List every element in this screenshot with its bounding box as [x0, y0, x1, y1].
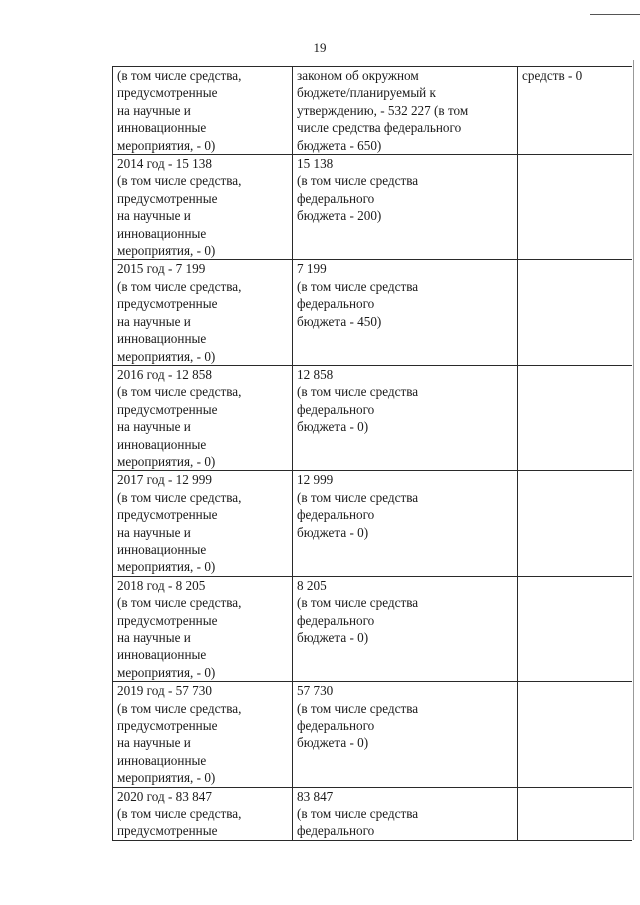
table-row [113, 471, 633, 576]
cell-budget-detail: законом об окружном бюджете/планируемый к утверждению, - 532 227 (в том числе средства федерального бюджета - 650) [293, 67, 518, 155]
cell-budget-detail: 8 205 (в том числе средства федерального бюджета - 0) [293, 576, 518, 681]
cell-other-funds [518, 260, 633, 365]
cell-year-total: 2017 год - 12 999 (в том числе средства, предусмотренные на научные и инновационные мероприятия, - 0) [113, 471, 293, 576]
cell-other-funds [518, 787, 633, 840]
cell-year-total: 2014 год - 15 138 (в том числе средства, предусмотренные на научные и инновационные мероприятия, - 0) [113, 155, 293, 260]
table-row [113, 260, 633, 365]
cell-other-funds: средств - 0 [518, 67, 633, 155]
cell-year-total: 2018 год - 8 205 (в том числе средства, предусмотренные на научные и инновационные мероприятия, - 0) [113, 576, 293, 681]
cell-budget-detail: 57 730 (в том числе средства федерального бюджета - 0) [293, 682, 518, 787]
cell-year-total: (в том числе средства, предусмотренные на научные и инновационные мероприятия, - 0) [113, 67, 293, 155]
cell-budget-detail: 12 999 (в том числе средства федерального бюджета - 0) [293, 471, 518, 576]
funding-table [112, 66, 632, 841]
cell-other-funds [518, 576, 633, 681]
cell-other-funds [518, 471, 633, 576]
cell-other-funds [518, 365, 633, 470]
cell-year-total: 2019 год - 57 730 (в том числе средства, предусмотренные на научные и инновационные мероприятия, - 0) [113, 682, 293, 787]
scan-edge-mark [590, 0, 640, 15]
cell-budget-detail: 83 847 (в том числе средства федерального [293, 787, 518, 840]
cell-year-total: 2015 год - 7 199 (в том числе средства, предусмотренные на научные и инновационные мероприятия, - 0) [113, 260, 293, 365]
table-row [113, 682, 633, 787]
table-row [113, 365, 633, 470]
cell-budget-detail: 7 199 (в том числе средства федерального бюджета - 450) [293, 260, 518, 365]
cell-budget-detail: 15 138 (в том числе средства федерального бюджета - 200) [293, 155, 518, 260]
table-row [113, 787, 633, 840]
cell-other-funds [518, 682, 633, 787]
cell-year-total: 2020 год - 83 847 (в том числе средства, предусмотренные [113, 787, 293, 840]
table-row [113, 576, 633, 681]
table-frame [112, 66, 632, 846]
table-row [113, 155, 633, 260]
scan-edge-line [633, 60, 634, 840]
page-number: 19 [313, 40, 327, 55]
cell-year-total: 2016 год - 12 858 (в том числе средства, предусмотренные на научные и инновационные мероприятия, - 0) [113, 365, 293, 470]
table-row [113, 67, 633, 155]
cell-budget-detail: 12 858 (в том числе средства федерального бюджета - 0) [293, 365, 518, 470]
cell-other-funds [518, 155, 633, 260]
